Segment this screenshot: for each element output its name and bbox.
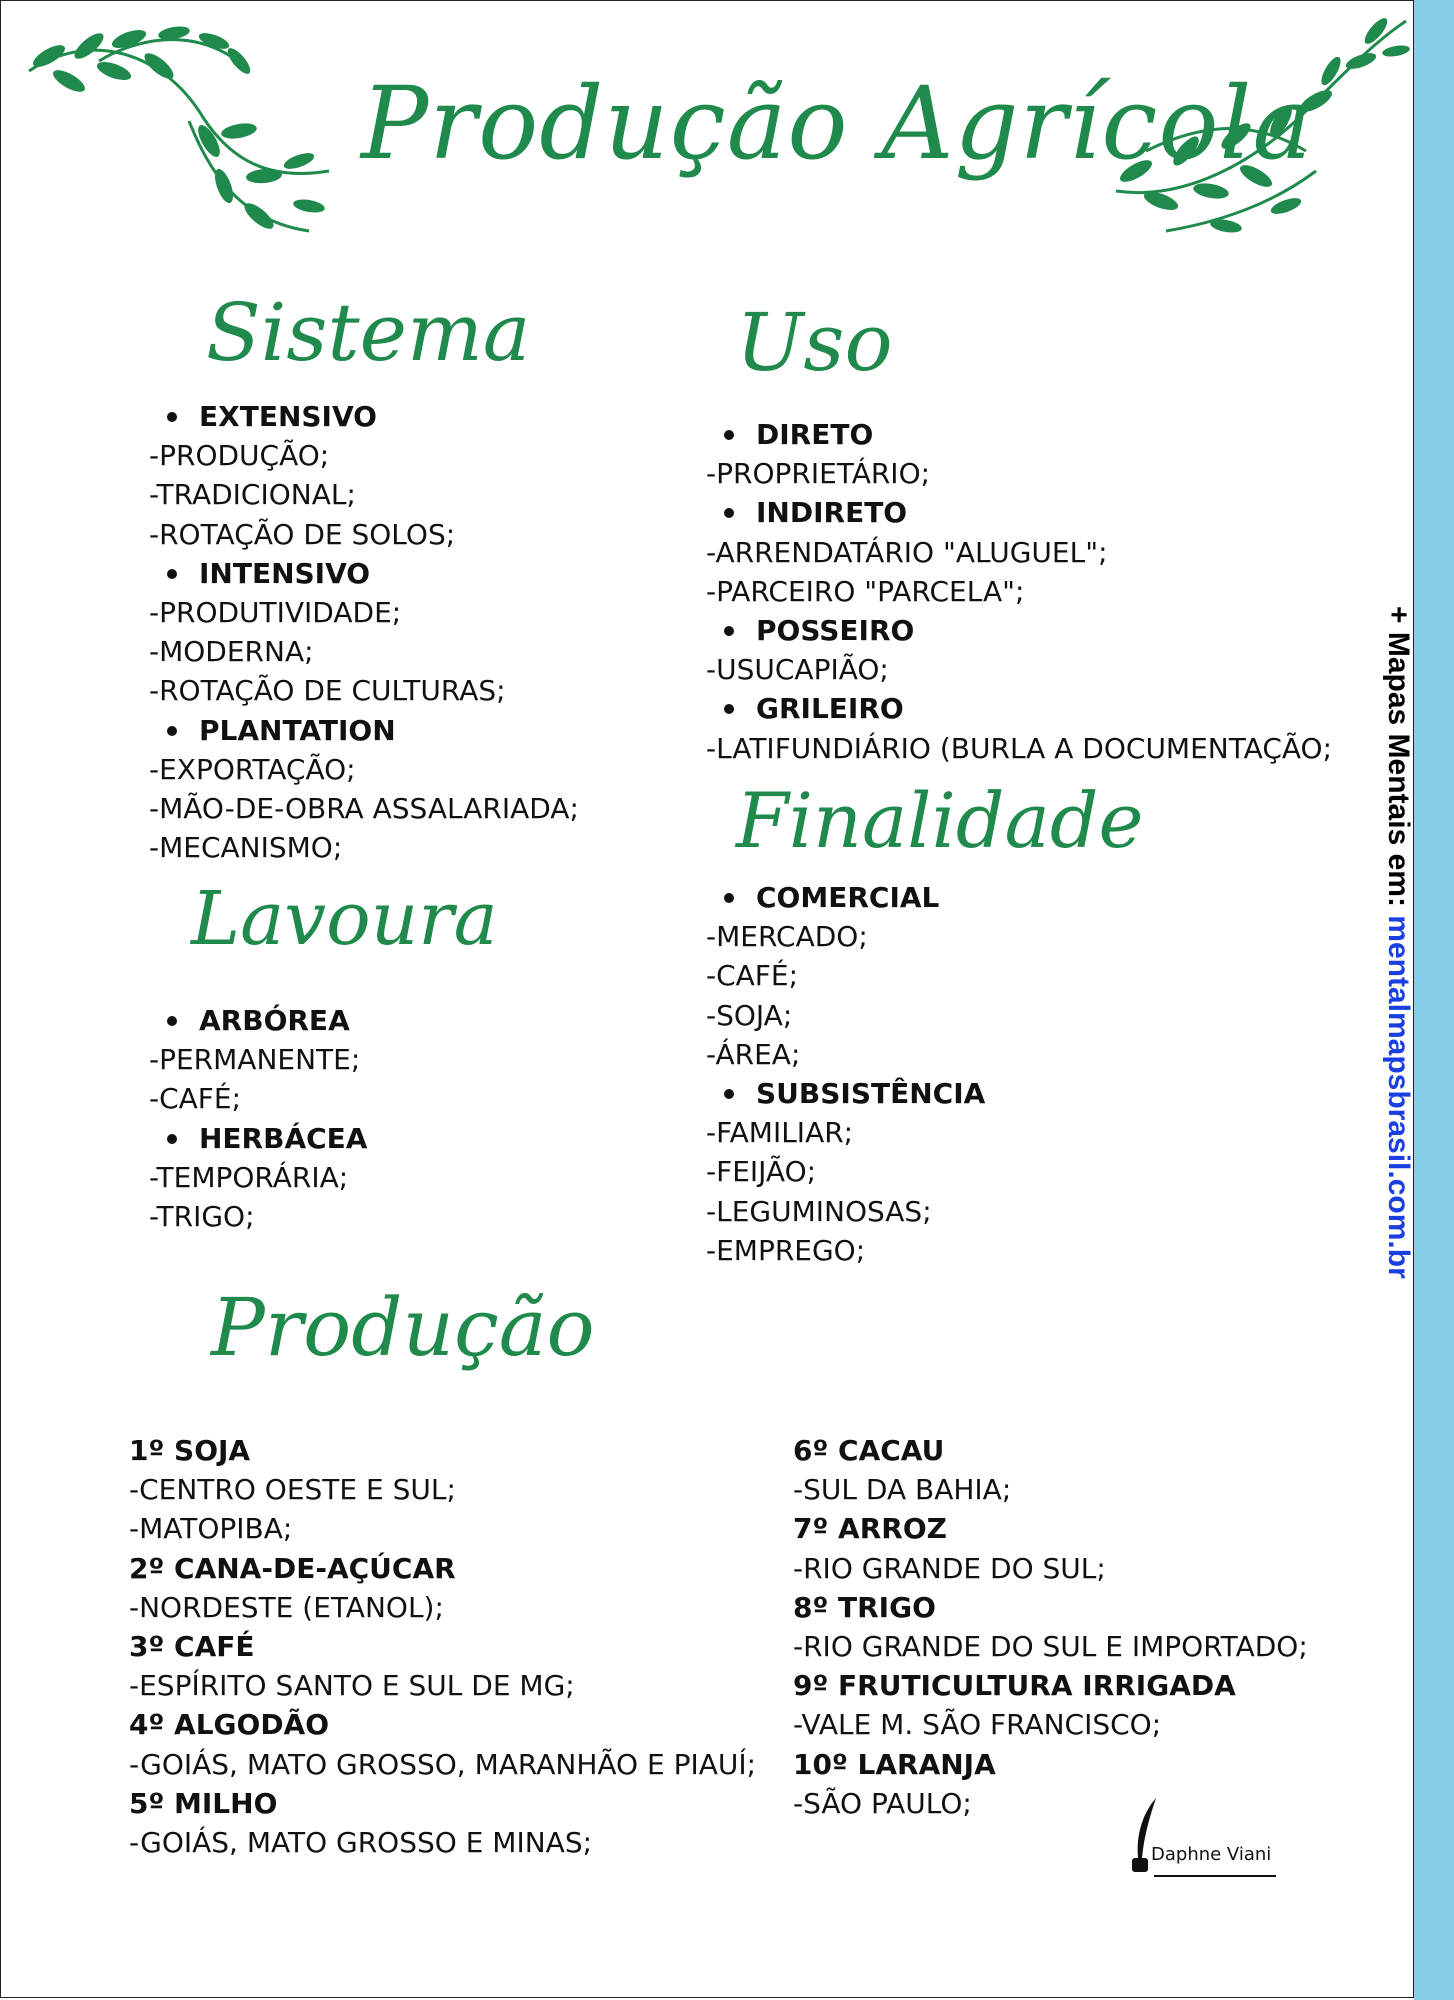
heading-uso: Uso [736,296,893,389]
rank-heading: 4º ALGODÃO [129,1708,330,1742]
list-item: -MERCADO; [706,920,868,954]
sidebar-url[interactable]: mentalmapsbrasil.com.br [1382,915,1415,1279]
leaf-ornament-left-icon [9,11,339,251]
list-item: -MÃO-DE-OBRA ASSALARIADA; [149,792,579,826]
bullet-heading: INTENSIVO [149,554,579,593]
list-item: -LATIFUNDIÁRIO (BURLA A DOCUMENTAÇÃO; [706,731,1333,765]
list-item: -PERMANENTE; [149,1043,361,1077]
list-item: -USUCAPIÃO; [706,653,889,687]
rank-heading: 8º TRIGO [793,1590,936,1624]
rank-heading: 9º FRUTICULTURA IRRIGADA [793,1669,1236,1703]
heading-producao: Produção [211,1281,595,1374]
list-item: -CENTRO OESTE E SUL; [129,1473,456,1507]
rank-heading: 7º ARROZ [793,1512,947,1546]
list-item: -RIO GRANDE DO SUL; [793,1551,1106,1585]
quill-ink-icon [1116,1796,1286,1881]
list-item: -CAFÉ; [706,959,799,993]
bullet-heading: GRILEIRO [706,689,1332,728]
list-item: -PARCEIRO "PARCELA"; [706,574,1025,608]
lavoura-list [149,1001,367,1236]
list-item: -GOIÁS, MATO GROSSO, MARANHÃO E PIAUÍ; [129,1747,757,1781]
list-item: -NORDESTE (ETANOL); [129,1590,444,1624]
list-item: -FAMILIAR; [706,1116,854,1150]
list-item: -SOJA; [706,998,793,1032]
list-item: -RIO GRANDE DO SUL E IMPORTADO; [793,1630,1308,1664]
list-item: -PROPRIETÁRIO; [706,457,931,491]
list-item: -CAFÉ; [149,1082,242,1116]
list-item: -SÃO PAULO; [793,1786,972,1820]
list-item: -MODERNA; [149,635,314,669]
list-item: -SUL DA BAHIA; [793,1473,1012,1507]
uso-list [706,415,1332,768]
finalidade-list [706,878,985,1270]
bullet-heading: POSSEIRO [706,611,1332,650]
sistema-list [149,397,579,867]
list-item: -ARRENDATÁRIO "ALUGUEL"; [706,535,1108,569]
list-item: -FEIJÃO; [706,1155,817,1189]
heading-lavoura: Lavoura [191,876,498,962]
heading-sistema: Sistema [206,286,531,379]
sidebar-link-text[interactable] [1380,606,1416,1279]
page-title: Produção Agrícola [361,65,1314,182]
list-item: -ESPÍRITO SANTO E SUL DE MG; [129,1669,575,1703]
rank-heading: 5º MILHO [129,1786,278,1820]
bullet-heading: SUBSISTÊNCIA [706,1074,985,1113]
sidebar-prefix: + Mapas Mentais em: [1382,606,1415,916]
list-item: -EXPORTAÇÃO; [149,752,356,786]
list-item: -TRIGO; [149,1200,255,1234]
bullet-heading: HERBÁCEA [149,1119,367,1158]
bullet-heading: ARBÓREA [149,1001,367,1040]
list-item: -LEGUMINOSAS; [706,1194,932,1228]
rank-heading: 10º LARANJA [793,1747,996,1781]
bullet-heading: PLANTATION [149,711,579,750]
list-item: -GOIÁS, MATO GROSSO E MINAS; [129,1826,593,1860]
producao-left-list [129,1431,756,1862]
list-item: -TEMPORÁRIA; [149,1160,349,1194]
list-item: -EMPREGO; [706,1233,866,1267]
signature-name: Daphne Viani [1151,1844,1272,1865]
rank-heading: 6º CACAU [793,1434,945,1467]
list-item: -VALE M. SÃO FRANCISCO; [793,1708,1162,1742]
bullet-heading: EXTENSIVO [149,397,579,436]
list-item: -PRODUTIVIDADE; [149,596,402,630]
list-item: -ÁREA; [706,1037,801,1071]
list-item: -MECANISMO; [149,831,343,865]
sidebar-banner [1414,0,1454,2000]
list-item: -ROTAÇÃO DE CULTURAS; [149,674,506,708]
heading-finalidade: Finalidade [736,776,1144,865]
bullet-heading: DIRETO [706,415,1332,454]
producao-right-list [793,1431,1308,1823]
list-item: -ROTAÇÃO DE SOLOS; [149,517,456,551]
list-item: -MATOPIBA; [129,1512,293,1546]
bullet-heading: INDIRETO [706,493,1332,532]
rank-heading: 3º CAFÉ [129,1630,255,1664]
list-item: -TRADICIONAL; [149,478,356,512]
bullet-heading: COMERCIAL [706,878,985,917]
rank-heading: 2º CANA-DE-AÇÚCAR [129,1551,456,1585]
list-item: -PRODUÇÃO; [149,439,330,473]
rank-heading: 1º SOJA [129,1434,251,1467]
